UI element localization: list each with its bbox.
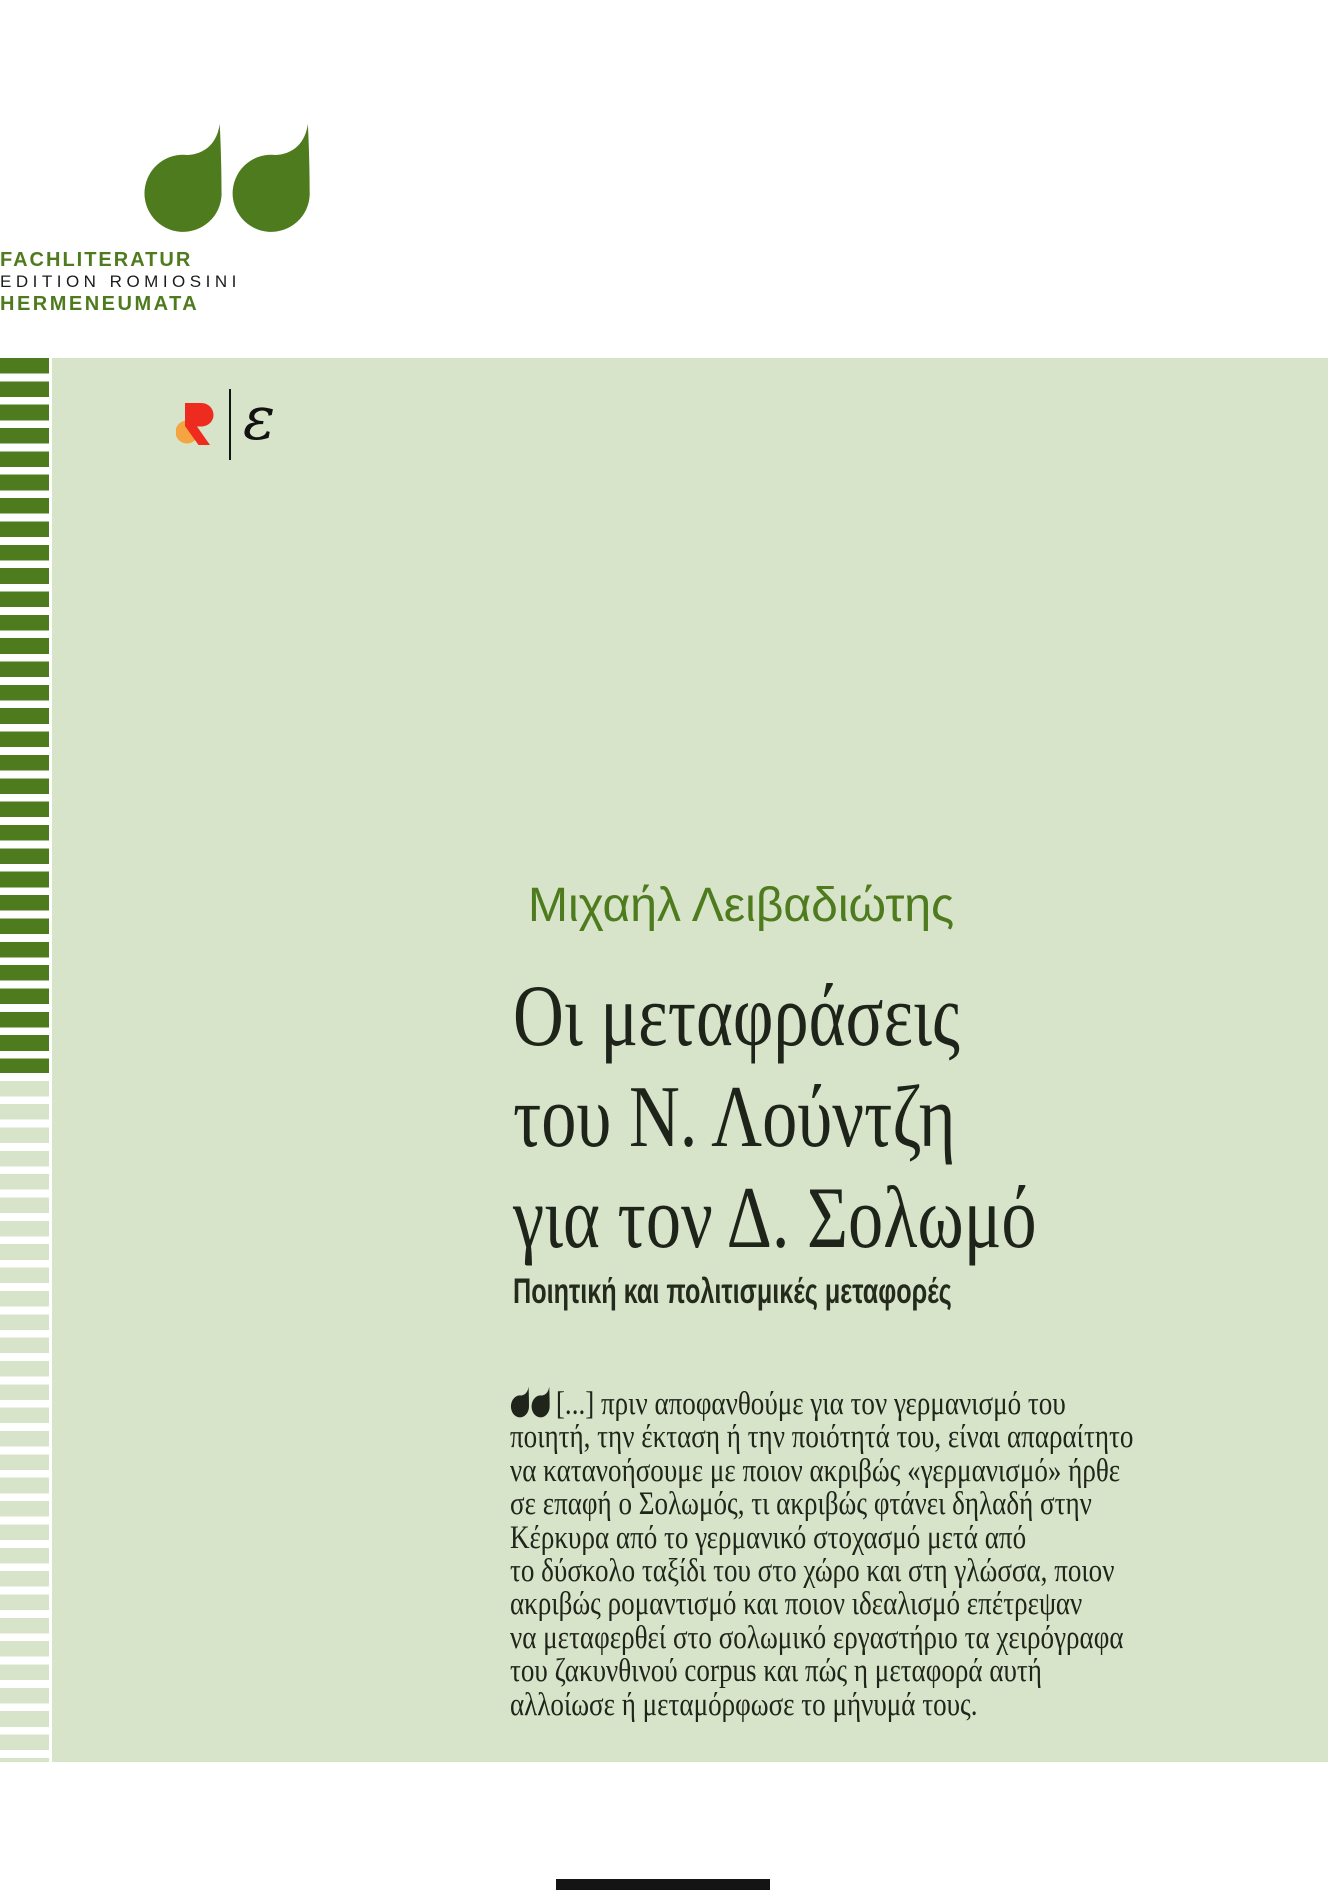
title-line-2: του Ν. Λούντζη	[513, 1069, 956, 1166]
quote-line: του ζακυνθινού corpus και πώς η μεταφορά αυτή	[510, 1653, 1042, 1690]
quote-line: το δύσκολο ταξίδι του στο χώρο και στη γλώσσα, ποιον	[510, 1553, 1115, 1590]
quote-line: να κατανοήσουμε με ποιον ακριβώς «γερμανισμό» ήρθε	[510, 1452, 1121, 1489]
quote-text: [...] πριν αποφανθούμε για τον γερμανισμό του	[555, 1386, 1066, 1422]
quote-line: να μεταφερθεί στο σολωμικό εργαστήριο τα χειρόγραφα	[510, 1619, 1124, 1656]
quote-line: ακριβώς ρομαντισμό και ποιον ιδεαλισμό επέτρεψαν	[510, 1586, 1083, 1623]
publisher-fachliteratur-label: FACHLITERATUR	[0, 249, 193, 271]
publisher-edition-label: EDITION ROMIOSINI	[0, 272, 241, 291]
author-name: Μιχαήλ Λειβαδιώτης	[528, 879, 955, 932]
book-subtitle: Ποιητική και πολιτισμικές μεταφορές	[513, 1272, 952, 1311]
spine-stripes-dark	[0, 358, 49, 1073]
cover-quote	[510, 1386, 1270, 1722]
quote-line: αλλοίωσε ή μεταμόρφωσε το μήνυμά τους.	[510, 1686, 978, 1723]
publisher-series-label: HERMENEUMATA	[0, 293, 200, 315]
quote-line: σε επαφή ο Σολωμός, τι ακριβώς φτάνει δηλαδή στην	[510, 1486, 1092, 1523]
quote-line	[510, 1386, 1133, 1421]
quote-marks-icon	[510, 1386, 551, 1418]
quote-marks-logo-icon	[135, 122, 321, 234]
imprint-divider	[229, 389, 231, 460]
title-line-3: για τον Δ. Σολωμό	[513, 1170, 1037, 1267]
bottom-bar	[556, 1879, 770, 1890]
spine-stripes-pale	[0, 1073, 49, 1762]
quote-line: ποιητή, την έκταση ή την ποιότητά του, είναι απαραίτητο	[510, 1419, 1134, 1456]
quote-line: Κέρκυρα από το γερμανικό στοχασμό μετά από	[510, 1519, 1027, 1556]
epsilon-icon: ε	[243, 384, 276, 454]
title-line-1: Οι μεταφράσεις	[513, 968, 960, 1065]
book-title	[513, 966, 1037, 1269]
romiosini-r-icon	[176, 401, 217, 446]
